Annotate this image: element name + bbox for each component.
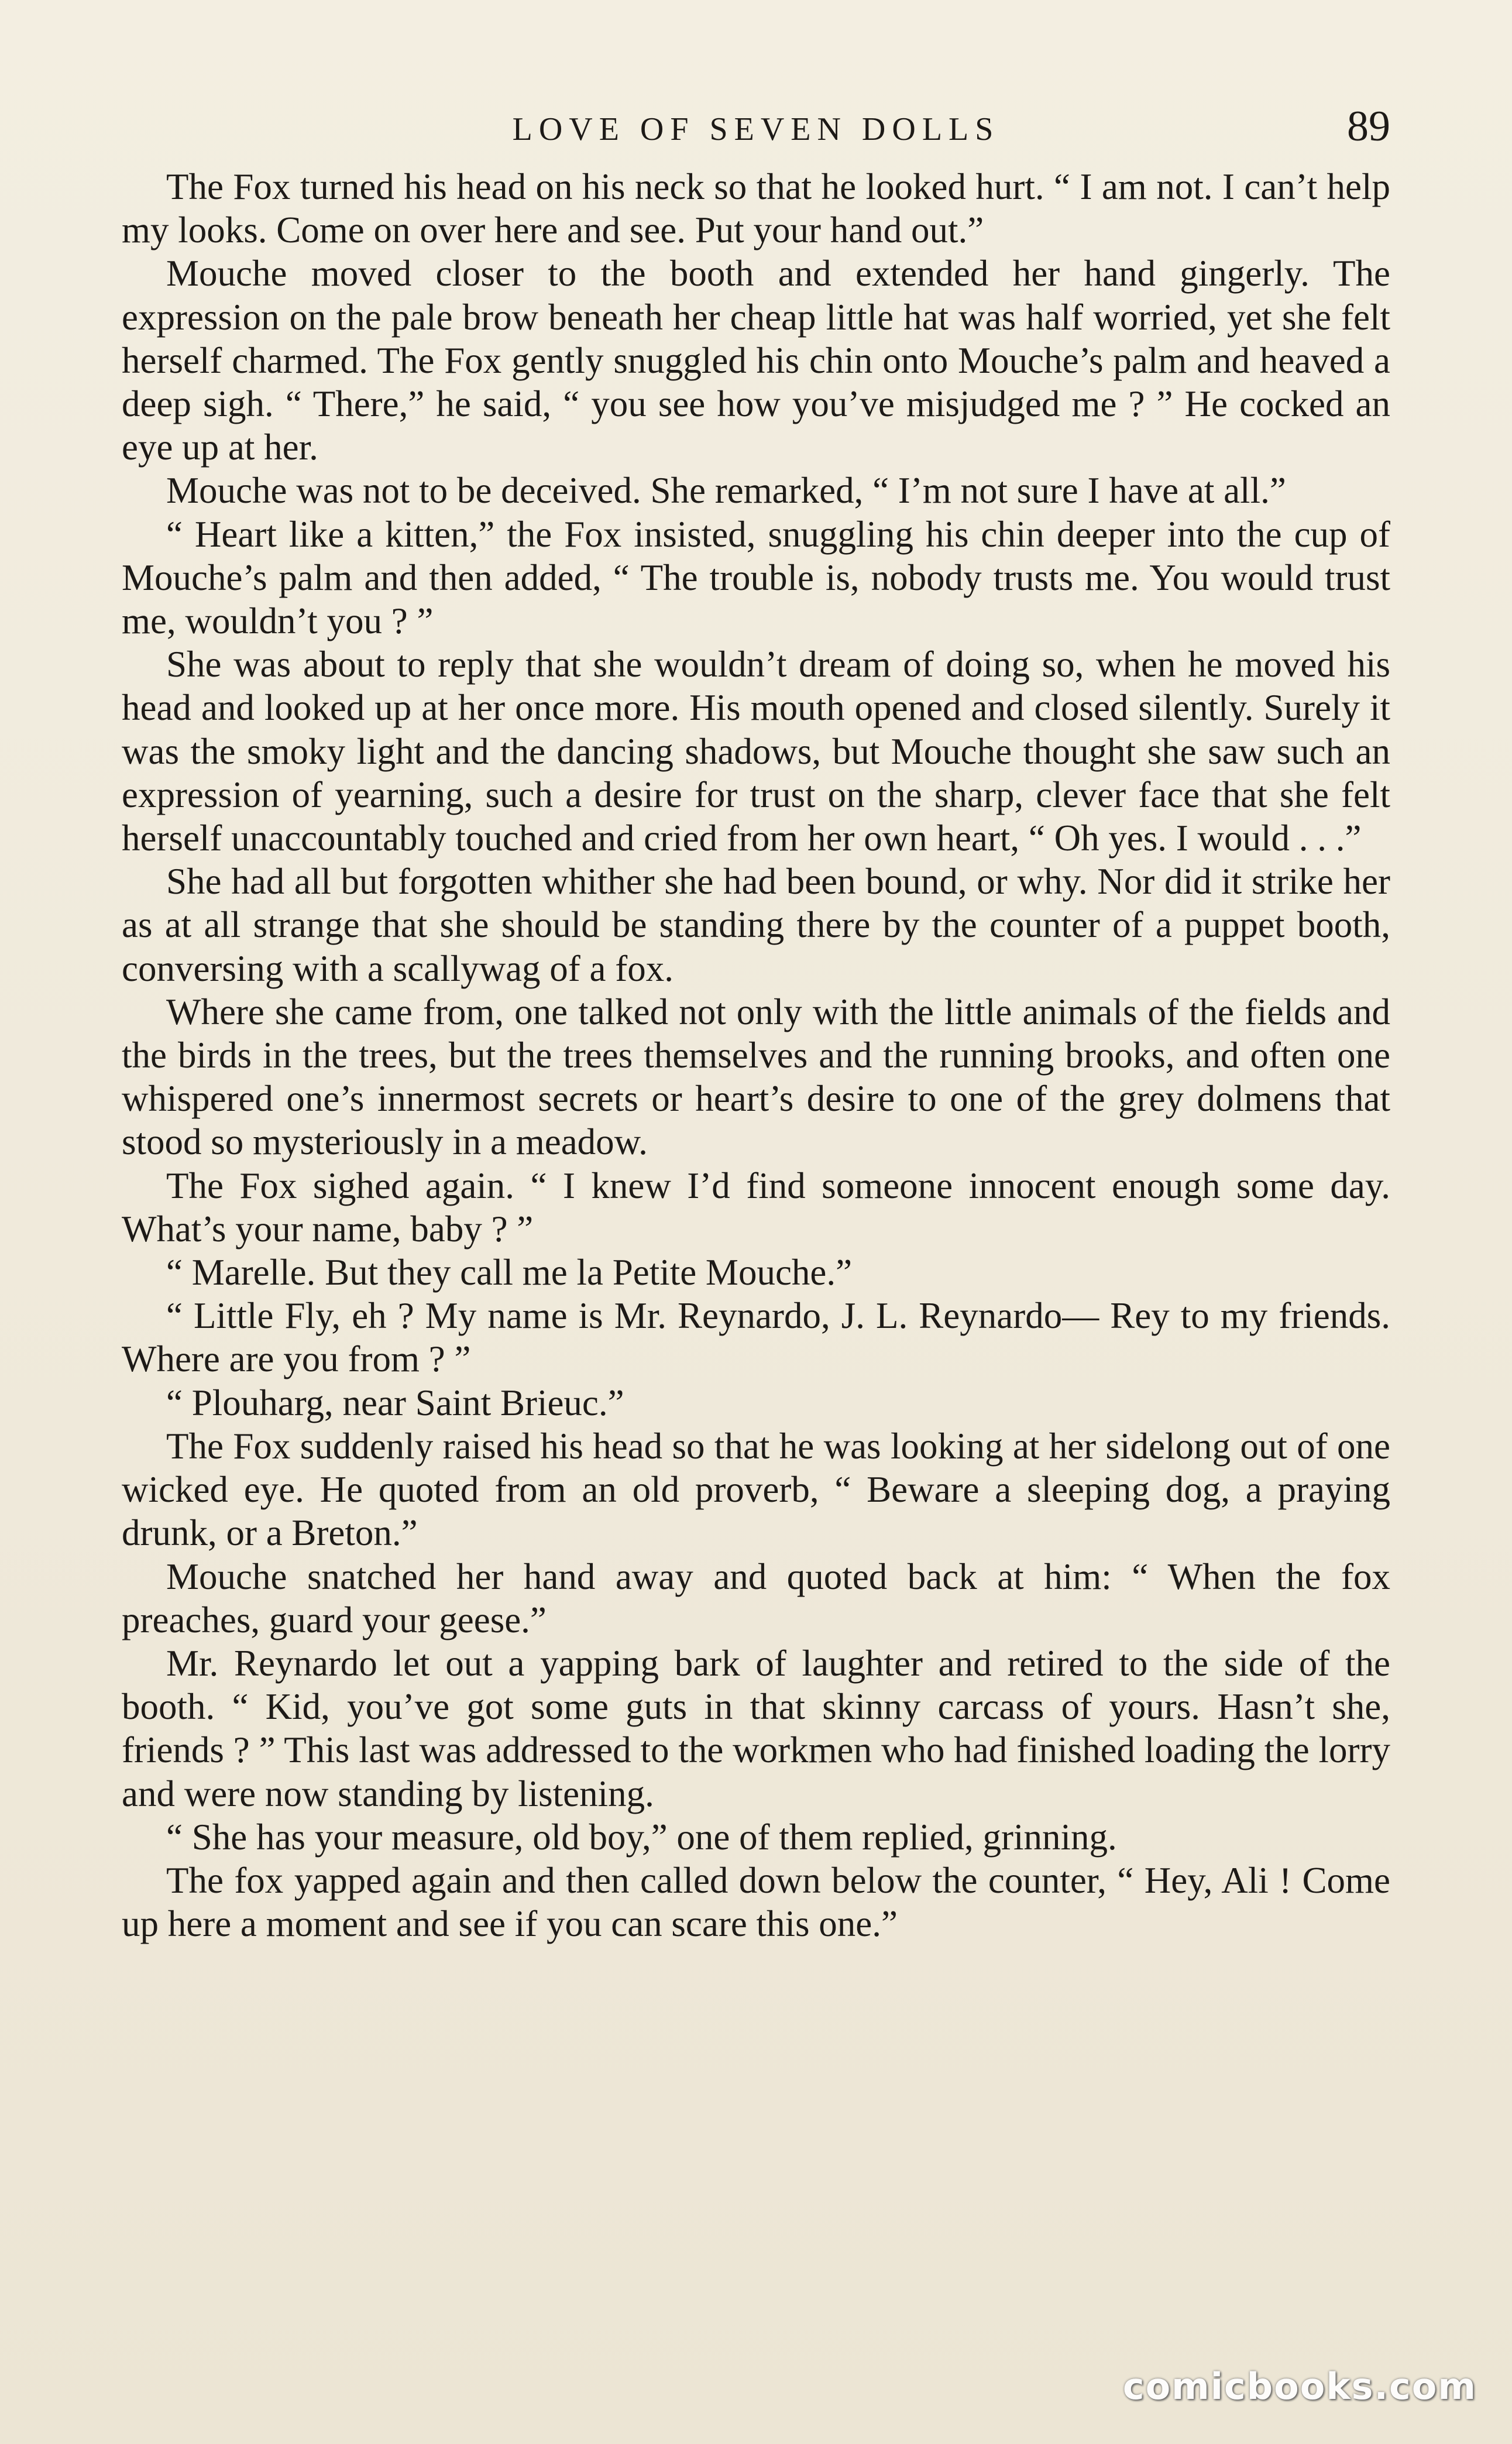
paragraph: The fox yapped again and then called down below the counter, “ Hey, Ali ! Come up here a moment and see if you can scare this one.”	[122, 1859, 1390, 1945]
running-head: LOVE OF SEVEN DOLLS	[512, 111, 1000, 147]
paragraph: Mouche snatched her hand away and quoted back at him: “ When the fox preaches, guard your geese.”	[122, 1556, 1390, 1640]
paragraph: “ She has your measure, old boy,” one of them replied, grinning.	[166, 1816, 1117, 1858]
paragraph: Mouche moved closer to the booth and extended her hand gingerly. The expression on the pale brow beneath her cheap little hat was half worried, yet she felt herself charmed. The Fox gently snuggled his chin onto Mouche’s palm and heaved a deep sigh. “ There,” he said, “ you see how you’ve misjudged me ? ” He cocked an eye up at her.	[122, 253, 1390, 468]
paragraph: Mr. Reynardo let out a yapping bark of laughter and retired to the side of the booth. “ Kid, you’ve got some guts in that skinny carcass of yours. Hasn’t she, friends ? ” This last was addressed to the workmen who had finished loading the lorry and were now standing by listening.	[122, 1642, 1390, 1814]
paragraph: Mouche was not to be deceived. She remarked, “ I’m not sure I have at all.”	[166, 470, 1286, 512]
paragraph: “ Marelle. But they call me la Petite Mouche.”	[166, 1252, 853, 1293]
paragraph: She was about to reply that she wouldn’t dream of doing so, when he moved his head and looked up at her once more. His mouth opened and closed silently. Surely it was the smoky light and the dancing shadows, but Mouche thought she saw such an expression of yearning, such a desire for trust on the sharp, clever face that she felt herself unaccountably touched and cried from her own heart, “ Oh yes. I would . . .”	[122, 644, 1390, 859]
body-text	[122, 165, 1390, 1945]
page-number: 89	[1347, 102, 1390, 150]
paragraph: Where she came from, one talked not only with the little animals of the fields and the birds in the trees, but the trees themselves and the running brooks, and often one whispered one’s innermost secrets or heart’s desire to one of the grey dolmens that stood so mysteriously in a meadow.	[122, 991, 1390, 1163]
paragraph: She had all but forgotten whither she had been bound, or why. Nor did it strike her as at all strange that she should be standing there by the counter of a puppet booth, conversing with a scallywag of a fox.	[122, 861, 1390, 989]
paragraph: “ Little Fly, eh ? My name is Mr. Reynardo, J. L. Reynardo— Rey to my friends. Where are you from ? ”	[122, 1295, 1390, 1380]
paragraph: The Fox suddenly raised his head so that he was looking at her sidelong out of one wicked eye. He quoted from an old proverb, “ Beware a sleeping dog, a praying drunk, or a Breton.”	[122, 1425, 1390, 1554]
paragraph: The Fox turned his head on his neck so that he looked hurt. “ I am not. I can’t help my looks. Come on over here and see. Put your hand out.”	[122, 166, 1390, 251]
paragraph: “ Plouharg, near Saint Brieuc.”	[166, 1382, 624, 1423]
watermark: comicbooks.com	[1122, 2365, 1477, 2408]
paragraph: The Fox sighed again. “ I knew I’d find someone innocent enough some day. What’s your name, baby ? ”	[122, 1165, 1390, 1250]
paragraph: “ Heart like a kitten,” the Fox insisted, snuggling his chin deeper into the cup of Mouche’s palm and then added, “ The trouble is, nobody trusts me. You would trust me, wouldn’t you ? ”	[122, 513, 1390, 642]
page-header	[122, 103, 1390, 167]
